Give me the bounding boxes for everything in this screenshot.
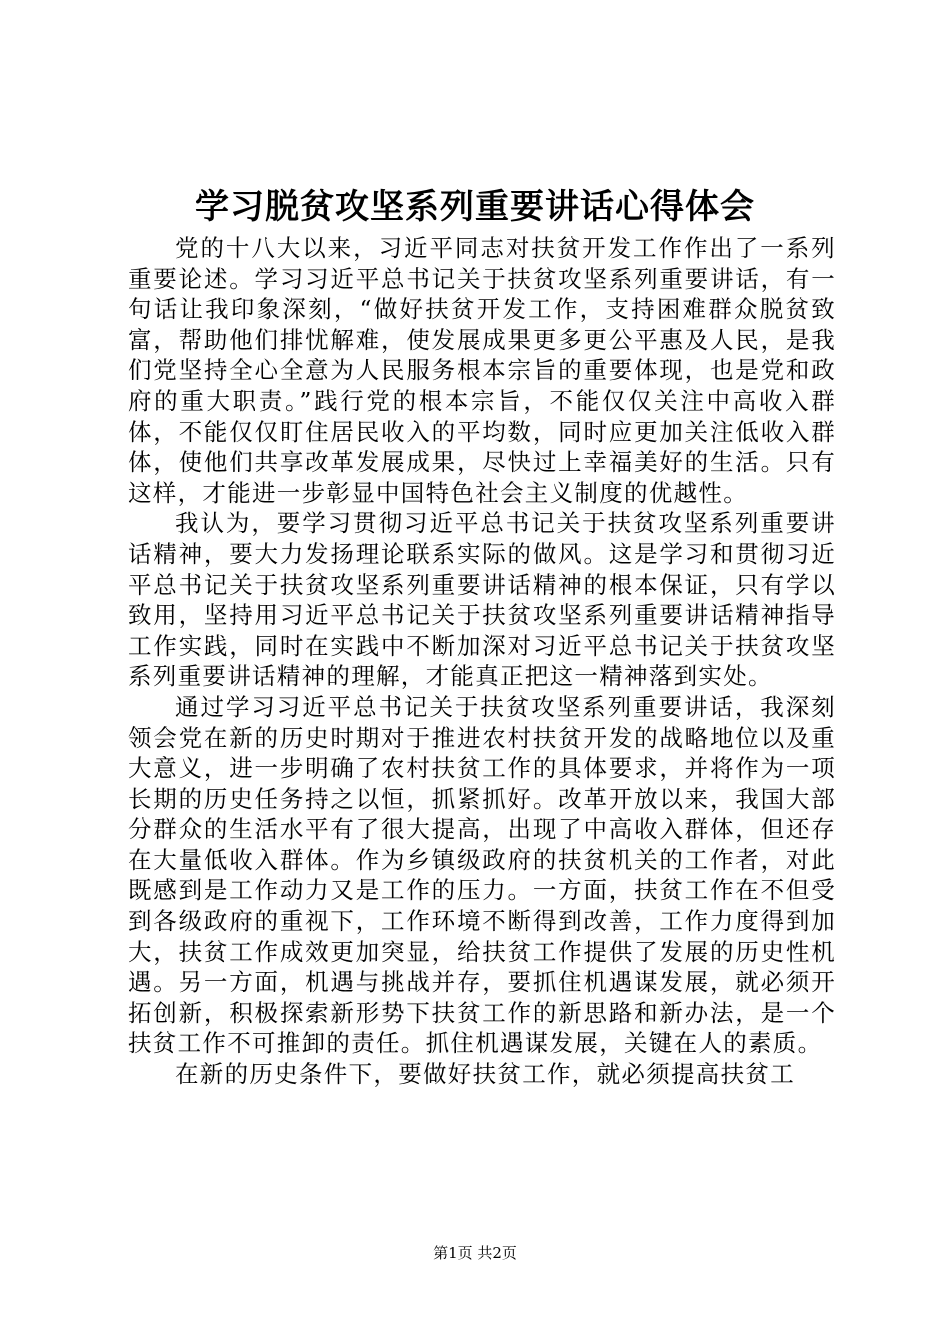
document-title: 学习脱贫攻坚系列重要讲话心得体会 xyxy=(195,187,755,227)
paragraph-3: 通过学习习近平总书记关于扶贫攻坚系列重要讲话，我深刻领会党在新的历史时期对于推进农村扶贫开发的战略地位以及重大意义，进一步明确了农村扶贫工作的具体要求，并将作为一项长期的历史任务持之以恒，抓紧抓好。改革开放以来，我国大部分群众的生活水平有了很大提高，出现了中高收入群体，但还存在大量低收入群体。作为乡镇级政府的扶贫机关的工作者，对此既感到是工作动力又是工作的压力。一方面，扶贫工作在不但受到各级政府的重视下，工作环境不断得到改善，工作力度得到加大，扶贫工作成效更加突显，给扶贫工作提供了发展的历史性机遇。另一方面，机遇与挑战并存，要抓住机遇谋发展，就必须开拓创新，积极探索新形势下扶贫工作的新思路和新办法，是一个扶贫工作不可推卸的责任。抓住机遇谋发展，关键在人的素质。 xyxy=(128,692,836,1058)
document-body xyxy=(128,233,836,1090)
page-footer xyxy=(0,1243,950,1263)
paragraph-1: 党的十八大以来，习近平同志对扶贫开发工作作出了一系列重要论述。学习习近平总书记关于扶贫攻坚系列重要讲话，有一句话让我印象深刻，“做好扶贫开发工作，支持困难群众脱贫致富，帮助他们排忧解难，使发展成果更多更公平惠及人民，是我们党坚持全心全意为人民服务根本宗旨的重要体现，也是党和政府的重大职责。”践行党的根本宗旨，不能仅仅关注中高收入群体，不能仅仅盯住居民收入的平均数，同时应更加关注低收入群体，使他们共享改革发展成果，尽快过上幸福美好的生活。只有这样，才能进一步彰显中国特色社会主义制度的优越性。 xyxy=(128,234,836,507)
paragraph-4: 在新的历史条件下，要做好扶贫工作，就必须提高扶贫工 xyxy=(175,1060,795,1089)
page-number: 第1页 共2页 xyxy=(433,1244,517,1262)
paragraph-2: 我认为，要学习贯彻习近平总书记关于扶贫攻坚系列重要讲话精神，要大力发扬理论联系实际的做风。这是学习和贯彻习近平总书记关于扶贫攻坚系列重要讲话精神的根本保证，只有学以致用，坚持用习近平总书记关于扶贫攻坚系列重要讲话精神指导工作实践，同时在实践中不断加深对习近平总书记关于扶贫攻坚系列重要讲话精神的理解，才能真正把这一精神落到实处。 xyxy=(128,509,836,691)
